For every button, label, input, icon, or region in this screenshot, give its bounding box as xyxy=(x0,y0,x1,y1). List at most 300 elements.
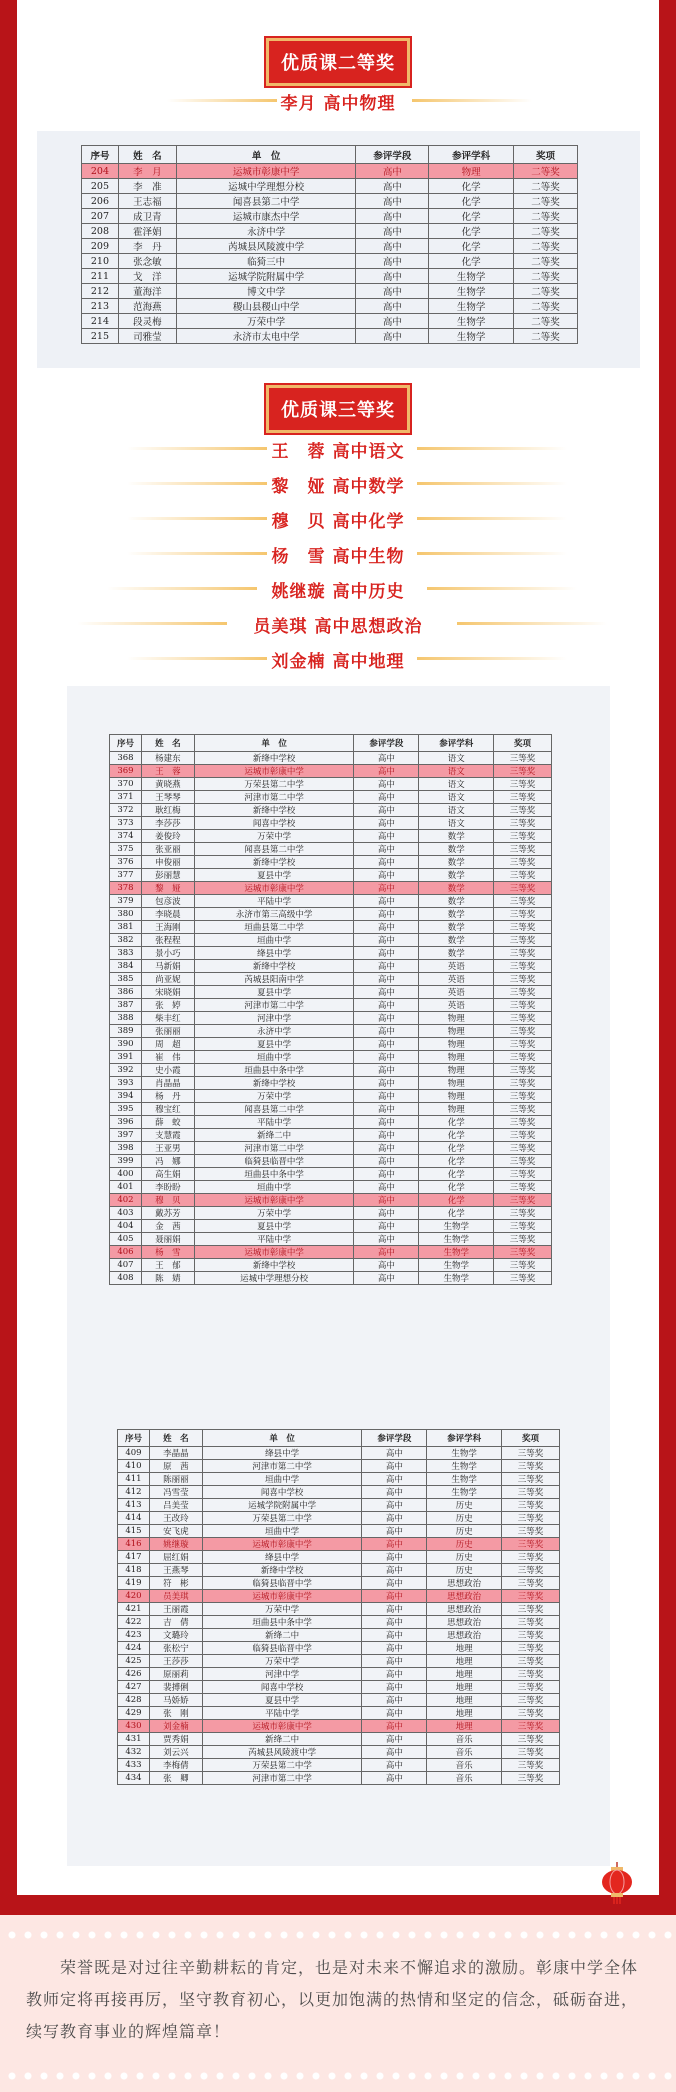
cell-name: 符 彬 xyxy=(149,1577,202,1590)
cell-award: 三等奖 xyxy=(502,1603,560,1616)
cell-subject: 化学 xyxy=(429,254,514,269)
cell-no: 369 xyxy=(110,765,142,778)
cell-subject: 音乐 xyxy=(427,1772,502,1785)
header-subject: 参评学科 xyxy=(429,146,514,164)
cell-award: 三等奖 xyxy=(502,1486,560,1499)
cell-subject: 语文 xyxy=(419,791,494,804)
cell-award: 三等奖 xyxy=(494,1090,552,1103)
cell-award: 三等奖 xyxy=(494,804,552,817)
cell-no: 380 xyxy=(110,908,142,921)
cell-award: 三等奖 xyxy=(494,817,552,830)
cell-unit: 芮城县风陵渡中学 xyxy=(202,1746,362,1759)
cell-subject: 思想政治 xyxy=(427,1577,502,1590)
cell-stage: 高中 xyxy=(354,882,419,895)
cell-award: 三等奖 xyxy=(494,1272,552,1285)
cell-unit: 新绛中学校 xyxy=(202,1564,362,1577)
cell-no: 417 xyxy=(118,1551,150,1564)
cell-unit: 河津中学 xyxy=(202,1668,362,1681)
table-row xyxy=(110,960,552,973)
header-stage: 参评学段 xyxy=(354,735,419,752)
cell-no: 210 xyxy=(82,254,119,269)
cell-unit: 芮城县风陵渡中学 xyxy=(176,239,356,254)
cell-no: 432 xyxy=(118,1746,150,1759)
cell-stage: 高中 xyxy=(356,179,429,194)
cell-award: 三等奖 xyxy=(502,1720,560,1733)
table-row xyxy=(110,856,552,869)
cell-award: 二等奖 xyxy=(514,329,578,344)
table-row xyxy=(110,986,552,999)
cell-subject: 地理 xyxy=(427,1720,502,1733)
cell-stage: 高中 xyxy=(356,284,429,299)
cell-stage: 高中 xyxy=(362,1486,427,1499)
cell-name: 崔 伟 xyxy=(141,1051,194,1064)
cell-award: 三等奖 xyxy=(494,1207,552,1220)
cell-subject: 历史 xyxy=(427,1538,502,1551)
cell-award: 二等奖 xyxy=(514,314,578,329)
cell-subject: 物理 xyxy=(419,1025,494,1038)
header-name: 姓 名 xyxy=(141,735,194,752)
cell-subject: 地理 xyxy=(427,1642,502,1655)
cell-unit: 临猗县临晋中学 xyxy=(202,1642,362,1655)
cell-stage: 高中 xyxy=(354,804,419,817)
cell-award: 三等奖 xyxy=(502,1499,560,1512)
cell-no: 408 xyxy=(110,1272,142,1285)
cell-subject: 物理 xyxy=(419,1103,494,1116)
cell-no: 412 xyxy=(118,1486,150,1499)
cell-no: 401 xyxy=(110,1181,142,1194)
table-row xyxy=(82,164,578,179)
cell-award: 三等奖 xyxy=(494,921,552,934)
cell-name: 霍泽娟 xyxy=(118,224,176,239)
cell-unit: 河津市第二中学 xyxy=(202,1460,362,1473)
cell-stage: 高中 xyxy=(354,1168,419,1181)
cell-no: 433 xyxy=(118,1759,150,1772)
table-row xyxy=(118,1642,560,1655)
header-award: 奖项 xyxy=(502,1430,560,1447)
table-row xyxy=(118,1720,560,1733)
cell-unit: 运城市彰康中学 xyxy=(202,1720,362,1733)
table-row xyxy=(118,1707,560,1720)
cell-stage: 高中 xyxy=(354,1051,419,1064)
cell-name: 包彦波 xyxy=(141,895,194,908)
cell-name: 彭丽慧 xyxy=(141,869,194,882)
cell-name: 戈 洋 xyxy=(118,269,176,284)
cell-subject: 数学 xyxy=(419,934,494,947)
winner-text: 杨 雪 高中生物 xyxy=(271,547,405,567)
cell-stage: 高中 xyxy=(354,999,419,1012)
cell-stage: 高中 xyxy=(354,869,419,882)
cell-no: 207 xyxy=(82,209,119,224)
cell-stage: 高中 xyxy=(354,1012,419,1025)
cell-no: 411 xyxy=(118,1473,150,1486)
cell-stage: 高中 xyxy=(362,1525,427,1538)
cell-name: 吕美莹 xyxy=(149,1499,202,1512)
cell-award: 三等奖 xyxy=(494,1038,552,1051)
cell-name: 李晓晨 xyxy=(141,908,194,921)
cell-no: 390 xyxy=(110,1038,142,1051)
cell-no: 413 xyxy=(118,1499,150,1512)
cell-name: 李莎莎 xyxy=(141,817,194,830)
cell-unit: 河津市第二中学 xyxy=(194,999,354,1012)
cell-name: 黎 娅 xyxy=(141,882,194,895)
cell-unit: 临猗三中 xyxy=(176,254,356,269)
cell-subject: 生物学 xyxy=(429,269,514,284)
cell-stage: 高中 xyxy=(354,1142,419,1155)
table-row xyxy=(110,817,552,830)
table-row xyxy=(110,1181,552,1194)
cell-name: 耿红梅 xyxy=(141,804,194,817)
cell-unit: 平陆中学 xyxy=(202,1707,362,1720)
table-row xyxy=(110,1012,552,1025)
cell-no: 394 xyxy=(110,1090,142,1103)
table-row xyxy=(82,299,578,314)
cell-name: 王改玲 xyxy=(149,1512,202,1525)
cell-unit: 垣曲县中条中学 xyxy=(194,1168,354,1181)
cell-subject: 生物学 xyxy=(419,1272,494,1285)
cell-award: 三等奖 xyxy=(494,752,552,765)
cell-subject: 语文 xyxy=(419,804,494,817)
cell-subject: 生物学 xyxy=(427,1447,502,1460)
cell-no: 205 xyxy=(82,179,119,194)
cell-stage: 高中 xyxy=(362,1577,427,1590)
cell-unit: 运城市彰康中学 xyxy=(202,1538,362,1551)
cell-stage: 高中 xyxy=(362,1512,427,1525)
table-row xyxy=(110,791,552,804)
cell-no: 407 xyxy=(110,1259,142,1272)
table-row xyxy=(110,843,552,856)
cell-no: 214 xyxy=(82,314,119,329)
cell-stage: 高中 xyxy=(362,1772,427,1785)
cell-no: 397 xyxy=(110,1129,142,1142)
cell-stage: 高中 xyxy=(356,209,429,224)
header-name: 姓 名 xyxy=(118,146,176,164)
cell-unit: 垣曲县中条中学 xyxy=(202,1616,362,1629)
cell-no: 424 xyxy=(118,1642,150,1655)
cell-stage: 高中 xyxy=(354,1103,419,1116)
table-row xyxy=(110,1155,552,1168)
cell-name: 员美琪 xyxy=(149,1590,202,1603)
cell-stage: 高中 xyxy=(362,1460,427,1473)
table-row xyxy=(82,269,578,284)
cell-no: 422 xyxy=(118,1616,150,1629)
table-row xyxy=(110,895,552,908)
cell-subject: 数学 xyxy=(419,895,494,908)
cell-subject: 英语 xyxy=(419,960,494,973)
cell-subject: 化学 xyxy=(419,1155,494,1168)
cell-award: 三等奖 xyxy=(494,895,552,908)
cell-subject: 物理 xyxy=(419,1090,494,1103)
cell-unit: 新绛中学校 xyxy=(194,856,354,869)
table-row xyxy=(110,1025,552,1038)
cell-subject: 历史 xyxy=(427,1499,502,1512)
cell-name: 文璐玲 xyxy=(149,1629,202,1642)
cell-stage: 高中 xyxy=(362,1551,427,1564)
cell-no: 415 xyxy=(118,1525,150,1538)
cell-no: 419 xyxy=(118,1577,150,1590)
cell-name: 王琴琴 xyxy=(141,791,194,804)
cell-name: 黄晓燕 xyxy=(141,778,194,791)
cell-unit: 闻喜县第二中学 xyxy=(176,194,356,209)
cell-unit: 新绛二中 xyxy=(202,1629,362,1642)
cell-subject: 化学 xyxy=(429,179,514,194)
cell-subject: 地理 xyxy=(427,1707,502,1720)
winner-text: 穆 贝 高中化学 xyxy=(271,512,405,532)
cell-award: 三等奖 xyxy=(502,1642,560,1655)
table-row xyxy=(82,254,578,269)
table-row xyxy=(110,1194,552,1207)
cell-stage: 高中 xyxy=(362,1473,427,1486)
cell-unit: 万荣中学 xyxy=(176,314,356,329)
cell-name: 吉 倩 xyxy=(149,1616,202,1629)
table-row xyxy=(118,1668,560,1681)
cell-unit: 万荣中学 xyxy=(194,1207,354,1220)
cell-unit: 河津市第二中学 xyxy=(202,1772,362,1785)
cell-subject: 化学 xyxy=(419,1194,494,1207)
cell-award: 二等奖 xyxy=(514,224,578,239)
cell-unit: 芮城县阳南中学 xyxy=(194,973,354,986)
cell-subject: 地理 xyxy=(427,1694,502,1707)
cell-unit: 垣曲中学 xyxy=(202,1473,362,1486)
cell-unit: 运城中学理想分校 xyxy=(176,179,356,194)
cell-no: 427 xyxy=(118,1681,150,1694)
cell-no: 418 xyxy=(118,1564,150,1577)
cell-name: 穆 贝 xyxy=(141,1194,194,1207)
cell-award: 三等奖 xyxy=(494,1077,552,1090)
cell-unit: 平陆中学 xyxy=(194,1233,354,1246)
cell-no: 399 xyxy=(110,1155,142,1168)
third-prize-winner xyxy=(17,539,659,569)
cell-unit: 运城学院附属中学 xyxy=(202,1499,362,1512)
dot-border-bottom xyxy=(0,2070,676,2082)
cell-award: 二等奖 xyxy=(514,164,578,179)
cell-stage: 高中 xyxy=(354,1194,419,1207)
table-row xyxy=(118,1629,560,1642)
cell-subject: 英语 xyxy=(419,986,494,999)
second-prize-badge: 优质课二等奖 xyxy=(266,38,410,86)
cell-name: 马娇娇 xyxy=(149,1694,202,1707)
cell-unit: 新绛中学校 xyxy=(194,752,354,765)
table-image-2 xyxy=(67,686,610,1866)
table-row xyxy=(118,1577,560,1590)
cell-unit: 博文中学 xyxy=(176,284,356,299)
table-row xyxy=(118,1603,560,1616)
third-prize-winner xyxy=(17,609,659,639)
cell-stage: 高中 xyxy=(362,1746,427,1759)
cell-stage: 高中 xyxy=(354,1116,419,1129)
cell-name: 穆宝红 xyxy=(141,1103,194,1116)
third-prize-winner xyxy=(17,469,659,499)
cell-subject: 数学 xyxy=(419,947,494,960)
table-row xyxy=(110,752,552,765)
header-subject: 参评学科 xyxy=(419,735,494,752)
cell-stage: 高中 xyxy=(356,164,429,179)
table-row xyxy=(110,778,552,791)
cell-subject: 数学 xyxy=(419,856,494,869)
cell-subject: 思想政治 xyxy=(427,1590,502,1603)
cell-award: 三等奖 xyxy=(502,1525,560,1538)
cell-no: 375 xyxy=(110,843,142,856)
cell-stage: 高中 xyxy=(354,986,419,999)
cell-award: 二等奖 xyxy=(514,239,578,254)
table-row xyxy=(110,1259,552,1272)
cell-name: 李梅倩 xyxy=(149,1759,202,1772)
table-row xyxy=(110,908,552,921)
cell-stage: 高中 xyxy=(362,1629,427,1642)
cell-award: 二等奖 xyxy=(514,209,578,224)
cell-unit: 新绛中学校 xyxy=(194,804,354,817)
cell-name: 姜俊玲 xyxy=(141,830,194,843)
cell-name: 高生娟 xyxy=(141,1168,194,1181)
cell-unit: 运城学院附属中学 xyxy=(176,269,356,284)
cell-subject: 物理 xyxy=(429,164,514,179)
cell-subject: 历史 xyxy=(427,1564,502,1577)
table-row xyxy=(118,1447,560,1460)
header-subject: 参评学科 xyxy=(427,1430,502,1447)
table-row xyxy=(110,1142,552,1155)
cell-unit: 绛县中学 xyxy=(194,947,354,960)
cell-stage: 高中 xyxy=(354,960,419,973)
cell-subject: 思想政治 xyxy=(427,1629,502,1642)
cell-unit: 运城市彰康中学 xyxy=(194,1194,354,1207)
cell-no: 204 xyxy=(82,164,119,179)
cell-subject: 语文 xyxy=(419,765,494,778)
cell-award: 三等奖 xyxy=(494,1129,552,1142)
cell-award: 二等奖 xyxy=(514,194,578,209)
table-row xyxy=(110,1220,552,1233)
cell-subject: 数学 xyxy=(419,882,494,895)
dot-border-top xyxy=(0,1929,676,1941)
cell-no: 378 xyxy=(110,882,142,895)
cell-stage: 高中 xyxy=(356,314,429,329)
third-prize-winner xyxy=(17,574,659,604)
cell-no: 389 xyxy=(110,1025,142,1038)
cell-no: 374 xyxy=(110,830,142,843)
header-no: 序号 xyxy=(82,146,119,164)
cell-name: 张念敏 xyxy=(118,254,176,269)
cell-award: 三等奖 xyxy=(494,1181,552,1194)
header-no: 序号 xyxy=(110,735,142,752)
cell-name: 李晶晶 xyxy=(149,1447,202,1460)
table-row xyxy=(110,934,552,947)
cell-award: 三等奖 xyxy=(502,1694,560,1707)
cell-unit: 绛县中学 xyxy=(202,1447,362,1460)
cell-unit: 闻喜中学校 xyxy=(202,1486,362,1499)
cell-unit: 新绛中学校 xyxy=(194,960,354,973)
cell-award: 三等奖 xyxy=(494,1246,552,1259)
cell-subject: 生物学 xyxy=(429,284,514,299)
cell-award: 三等奖 xyxy=(502,1512,560,1525)
cell-name: 周 超 xyxy=(141,1038,194,1051)
cell-subject: 语文 xyxy=(419,817,494,830)
table-row xyxy=(110,973,552,986)
cell-subject: 化学 xyxy=(419,1129,494,1142)
cell-subject: 思想政治 xyxy=(427,1616,502,1629)
cell-subject: 语文 xyxy=(419,752,494,765)
cell-name: 王志福 xyxy=(118,194,176,209)
table-header-row xyxy=(82,146,578,164)
cell-name: 王燕琴 xyxy=(149,1564,202,1577)
cell-unit: 临猗县临晋中学 xyxy=(194,1155,354,1168)
cell-no: 211 xyxy=(82,269,119,284)
cell-name: 杨 雪 xyxy=(141,1246,194,1259)
cell-name: 刘金楠 xyxy=(149,1720,202,1733)
table-row xyxy=(118,1694,560,1707)
cell-no: 372 xyxy=(110,804,142,817)
award-table-1 xyxy=(81,145,578,344)
cell-award: 三等奖 xyxy=(494,934,552,947)
second-prize-title xyxy=(17,38,659,86)
cell-name: 聂丽娟 xyxy=(141,1233,194,1246)
cell-stage: 高中 xyxy=(354,1233,419,1246)
cell-award: 三等奖 xyxy=(494,778,552,791)
cell-stage: 高中 xyxy=(354,1064,419,1077)
cell-subject: 历史 xyxy=(427,1551,502,1564)
cell-stage: 高中 xyxy=(354,1220,419,1233)
cell-name: 支慧霞 xyxy=(141,1129,194,1142)
header-unit: 单 位 xyxy=(176,146,356,164)
cell-name: 杨 丹 xyxy=(141,1090,194,1103)
cell-subject: 历史 xyxy=(427,1512,502,1525)
table-row xyxy=(82,194,578,209)
table-row xyxy=(118,1486,560,1499)
cell-no: 370 xyxy=(110,778,142,791)
table-row xyxy=(118,1590,560,1603)
cell-subject: 地理 xyxy=(427,1655,502,1668)
cell-name: 王 郁 xyxy=(141,1259,194,1272)
cell-name: 戴苏芳 xyxy=(141,1207,194,1220)
cell-no: 381 xyxy=(110,921,142,934)
header-award: 奖项 xyxy=(494,735,552,752)
cell-stage: 高中 xyxy=(362,1616,427,1629)
cell-award: 三等奖 xyxy=(494,882,552,895)
cell-subject: 数学 xyxy=(419,908,494,921)
third-prize-winner xyxy=(17,644,659,674)
table-row xyxy=(118,1655,560,1668)
cell-unit: 永济市太电中学 xyxy=(176,329,356,344)
cell-no: 385 xyxy=(110,973,142,986)
cell-no: 383 xyxy=(110,947,142,960)
table-row xyxy=(110,1090,552,1103)
cell-no: 428 xyxy=(118,1694,150,1707)
table-row xyxy=(118,1733,560,1746)
header-stage: 参评学段 xyxy=(362,1430,427,1447)
cell-name: 冯 娜 xyxy=(141,1155,194,1168)
cell-subject: 音乐 xyxy=(427,1746,502,1759)
cell-stage: 高中 xyxy=(354,921,419,934)
cell-subject: 化学 xyxy=(429,209,514,224)
cell-name: 张松宁 xyxy=(149,1642,202,1655)
cell-no: 400 xyxy=(110,1168,142,1181)
cell-name: 李 准 xyxy=(118,179,176,194)
cell-no: 406 xyxy=(110,1246,142,1259)
cell-subject: 生物学 xyxy=(419,1259,494,1272)
cell-award: 二等奖 xyxy=(514,179,578,194)
table-row xyxy=(110,1103,552,1116)
cell-award: 三等奖 xyxy=(502,1772,560,1785)
cell-subject: 生物学 xyxy=(429,329,514,344)
cell-unit: 河津市第二中学 xyxy=(194,791,354,804)
cell-no: 431 xyxy=(118,1733,150,1746)
cell-no: 386 xyxy=(110,986,142,999)
cell-no: 393 xyxy=(110,1077,142,1090)
cell-name: 张程程 xyxy=(141,934,194,947)
cell-no: 213 xyxy=(82,299,119,314)
cell-no: 403 xyxy=(110,1207,142,1220)
cell-no: 423 xyxy=(118,1629,150,1642)
cell-stage: 高中 xyxy=(354,1155,419,1168)
table-row xyxy=(110,765,552,778)
cell-unit: 垣曲中学 xyxy=(194,934,354,947)
